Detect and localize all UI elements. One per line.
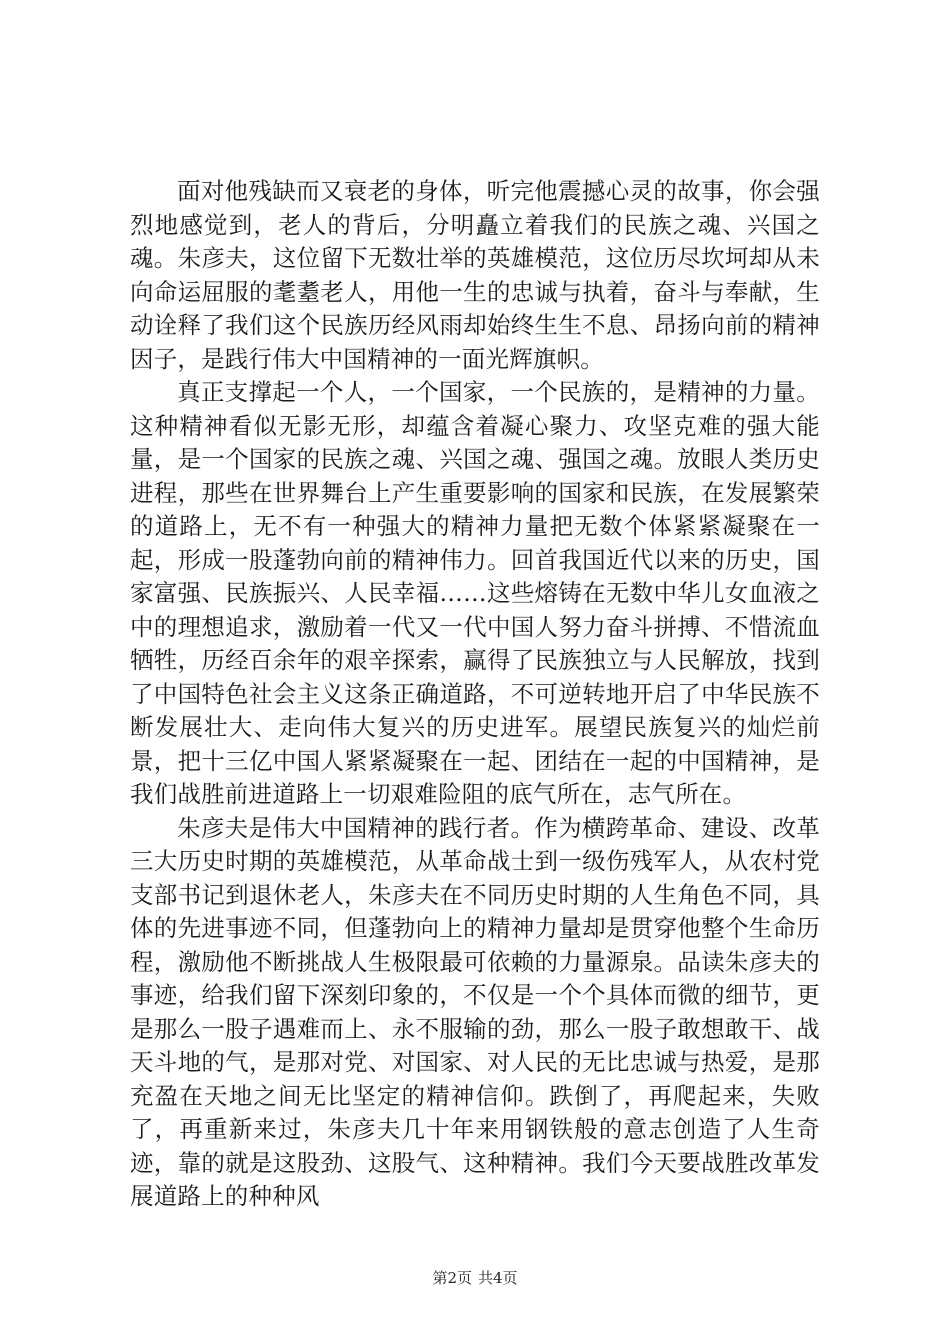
paragraph-3: 朱彦夫是伟大中国精神的践行者。作为横跨革命、建设、改革三大历史时期的英雄模范，从革命战士到一级伤残军人，从农村党支部书记到退休老人，朱彦夫在不同历史时期的人生角色不同，具体的先进事迹不同，但蓬勃向上的精神力量却是贯穿他整个生命历程，激励他不断挑战人生极限最可依赖的力量源泉。品读朱彦夫的事迹，给我们留下深刻印象的，不仅是一个个具体而微的细节，更是那么一股子遇难而上、永不服输的劲，那么一股子敢想敢干、战天斗地的气，是那对党、对国家、对人民的无比忠诚与热爱，是那充盈在天地之间无比坚定的精神信仰。跌倒了，再爬起来，失败了，再重新来过，朱彦夫几十年来用钢铁般的意志创造了人生奇迹，靠的就是这股劲、这股气、这种精神。我们今天要战胜改革发展道路上的种种风 — [130, 813, 820, 1210]
paragraph-1: 面对他残缺而又衰老的身体，听完他震撼心灵的故事，你会强烈地感觉到，老人的背后，分明矗立着我们的民族之魂、兴国之魂。朱彦夫，这位留下无数壮举的英雄模范，这位历尽坎坷却从未向命运屈服的耄耋老人，用他一生的忠诚与执着，奋斗与奉献，生动诠释了我们这个民族历经风雨却始终生生不息、昂扬向前的精神因子，是践行伟大中国精神的一面光辉旗帜。 — [130, 177, 820, 373]
paragraph-2: 真正支撑起一个人，一个国家，一个民族的，是精神的力量。这种精神看似无影无形，却蕴含着凝心聚力、攻坚克难的强大能量，是一个国家的民族之魂、兴国之魂、强国之魂。放眼人类历史进程，那些在世界舞台上产生重要影响的国家和民族，在发展繁荣的道路上，无不有一种强大的精神力量把无数个体紧紧凝聚在一起，形成一股蓬勃向前的精神伟力。回首我国近代以来的历史，国家富强、民族振兴、人民幸福……这些熔铸在无数中华儿女血液之中的理想追求，激励着一代又一代中国人努力奋斗拼搏、不惜流血牺牲，历经百余年的艰辛探索，赢得了民族独立与人民解放，找到了中国特色社会主义这条正确道路，不可逆转地开启了中华民族不断发展壮大、走向伟大复兴的历史进军。展望民族复兴的灿烂前景，把十三亿中国人紧紧凝聚在一起、团结在一起的中国精神，是我们战胜前进道路上一切艰难险阻的底气所在，志气所在。 — [130, 378, 820, 808]
page-number: 第2页 — [432, 1269, 472, 1287]
page-total: 共4页 — [478, 1269, 518, 1287]
document-body — [130, 175, 820, 1214]
page-footer — [0, 1268, 950, 1288]
